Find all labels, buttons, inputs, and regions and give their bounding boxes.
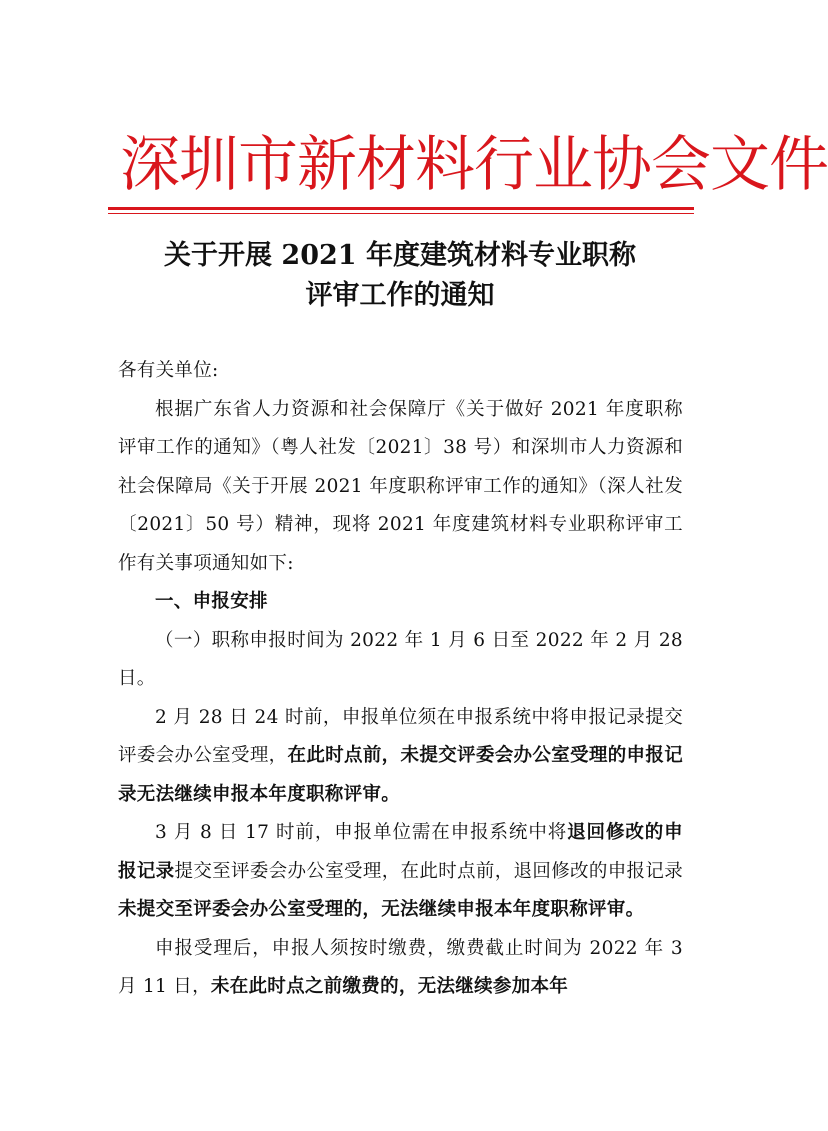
deadline-warning: 在此时点前，未提交评委会办公室受理的申报记录无法继续申报本年度职称评审。 (118, 745, 683, 805)
letterhead-rule-thick (108, 207, 694, 210)
document-title (100, 236, 700, 316)
document-body (118, 352, 683, 1007)
revision-warning: 未提交至评委会办公室受理的，无法继续申报本年度职称评审。 (118, 899, 645, 920)
letterhead-rule-thin (108, 213, 694, 214)
revision-text-a: 3 月 8 日 17 时前，申报单位需在申报系统中将 (155, 822, 568, 843)
payment-paragraph (118, 930, 683, 1007)
salutation: 各有关单位: (118, 360, 219, 381)
letterhead-title: 深圳市新材料行业协会文件 (120, 130, 828, 200)
payment-text: 申报受理后，申报人须按时缴费，缴费截止时间为 2022 年 3 月 11 日， (118, 937, 683, 997)
section-heading-1: 一、申报安排 (155, 591, 268, 612)
intro-paragraph: 根据广东省人力资源和社会保障厅《关于做好 2021 年度职称评审工作的通知》（粤人社发〔2021〕38 号）和深圳市人力资源和社会保障局《关于开展 2021 年度职称评审工作的通知》（深人社发〔2021〕50 号）精神，现将 2021 年度建筑材料专业职称评审工作有关事项通知如下: (118, 398, 683, 574)
revision-text-b: 提交至评委会办公室受理，在此时点前，退回修改的申报记录 (174, 860, 684, 882)
document-title-line-2: 评审工作的通知 (305, 280, 495, 311)
item-1-paragraph: （一）职称申报时间为 2022 年 1 月 6 日至 2022 年 2 月 28 日。 (118, 629, 683, 689)
payment-warning: 未在此时点之前缴费的，无法继续参加本年 (210, 976, 569, 997)
revision-paragraph (118, 814, 683, 930)
document-title-line-1: 关于开展 2021 年度建筑材料专业职称 (164, 240, 636, 271)
deadline-paragraph (118, 699, 683, 815)
deadline-text: 2 月 28 日 24 时前，申报单位须在申报系统中将申报记录提交评委会办公室受理， (118, 706, 683, 766)
revision-emphasis-a: 退回修改的申报记录 (118, 822, 683, 882)
